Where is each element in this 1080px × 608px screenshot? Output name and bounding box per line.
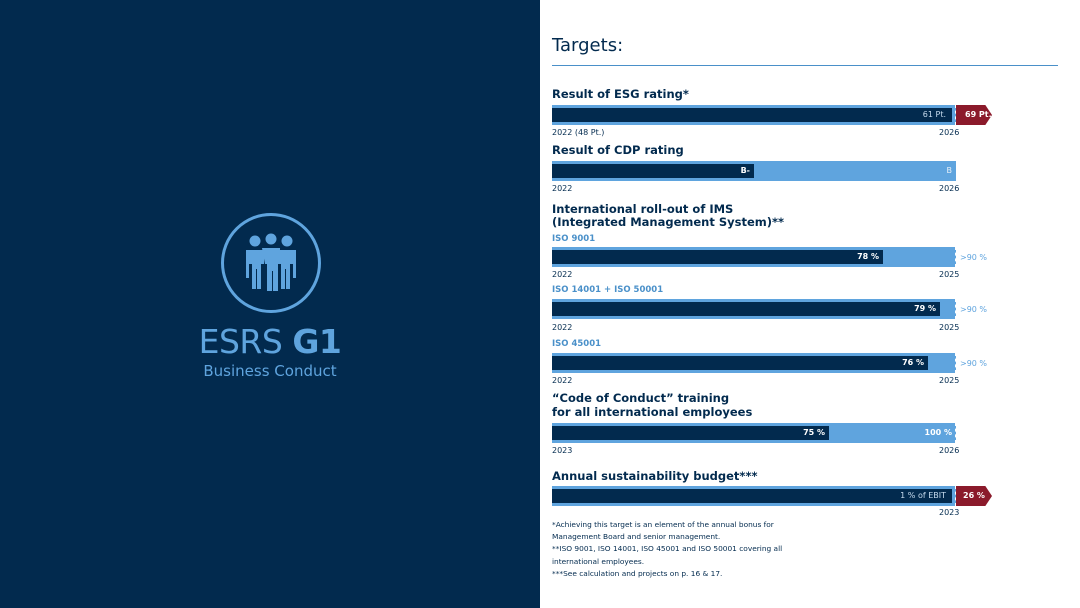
iso-9001-end-year: 2025 <box>939 270 960 279</box>
esg-bar-fill <box>552 108 952 122</box>
cdp-end-year: 2026 <box>939 184 960 193</box>
cdp-target-label: B <box>946 166 952 175</box>
footnote-line: international employees. <box>552 556 645 566</box>
coc-bar-fill <box>552 426 829 440</box>
coc-heading-line2: for all international employees <box>552 405 753 419</box>
iso-45001-bar-fill <box>552 356 928 370</box>
footnote-line: **ISO 9001, ISO 14001, ISO 45001 and ISO 50001 covering all <box>552 544 783 554</box>
standard-subtitle: Business Conduct <box>203 362 337 380</box>
budget-bar-fill <box>552 489 952 503</box>
coc-end-year: 2026 <box>939 446 960 455</box>
iso-45001-target: >90 % <box>960 359 988 368</box>
targets-panel <box>540 0 1080 608</box>
iso-45001-end-marker <box>955 353 956 373</box>
cdp-bar <box>552 161 956 181</box>
iso-9001-bar-fill <box>552 250 883 264</box>
esg-bar-label: 61 Pt. <box>922 110 946 119</box>
iso-14001-target: >90 % <box>960 305 988 314</box>
coc-end-marker <box>955 423 956 443</box>
cdp-heading: Result of CDP rating <box>552 143 684 157</box>
iso-45001-value: 76 % <box>902 358 924 367</box>
budget-heading: Annual sustainability budget*** <box>552 469 758 483</box>
iso-14001-start-year: 2022 <box>552 323 573 332</box>
iso-9001-target: >90 % <box>960 253 988 262</box>
footnote-line: ***See calculation and projects on p. 16 & 17. <box>552 568 723 578</box>
footnotes <box>552 519 792 580</box>
iso-14001-end-marker <box>955 299 956 319</box>
iso-9001-value: 78 % <box>857 252 879 261</box>
ims-heading-line1: International roll-out of IMS <box>552 202 734 216</box>
targets-title: Targets: <box>552 35 624 56</box>
esg-heading: Result of ESG rating* <box>552 87 689 101</box>
iso-9001-start-year: 2022 <box>552 270 573 279</box>
budget-bar-label: 1 % of EBIT <box>900 491 946 500</box>
budget-end-year: 2023 <box>939 508 960 517</box>
iso-45001-bar <box>552 353 956 373</box>
iso-14001-value: 79 % <box>914 304 936 313</box>
iso-14001-bar <box>552 299 956 319</box>
iso-9001-label: ISO 9001 <box>552 234 596 244</box>
standard-title <box>0 322 540 361</box>
esg-bar <box>552 105 956 125</box>
esg-start-year: 2022 (48 Pt.) <box>552 128 605 137</box>
iso-14001-bar-fill <box>552 302 940 316</box>
standard-title-light: ESRS <box>198 322 283 361</box>
iso-45001-end-year: 2025 <box>939 376 960 385</box>
cdp-fill-label: B- <box>740 166 750 175</box>
coc-heading-line1: “Code of Conduct” training <box>552 391 730 405</box>
ims-heading-line2: (Integrated Management System)** <box>552 215 785 229</box>
budget-bar <box>552 486 956 506</box>
coc-target-label: 100 % <box>924 428 952 437</box>
title-divider <box>552 65 1058 66</box>
footnote-line: Management Board and senior management. <box>552 532 721 542</box>
iso-45001-start-year: 2022 <box>552 376 573 385</box>
people-group-icon <box>221 213 321 313</box>
coc-bar <box>552 423 956 443</box>
coc-fill-label: 75 % <box>803 428 825 437</box>
footnote-line: *Achieving this target is an element of the annual bonus for <box>552 520 774 529</box>
iso-9001-end-marker <box>955 247 956 267</box>
cdp-bar-fill <box>552 164 754 178</box>
standard-title-bold: G1 <box>292 322 342 361</box>
budget-target-label: 26 % <box>963 491 985 500</box>
iso-45001-label: ISO 45001 <box>552 339 602 349</box>
esg-end-year: 2026 <box>939 128 960 137</box>
coc-start-year: 2023 <box>552 446 573 455</box>
iso-14001-label: ISO 14001 + ISO 50001 <box>552 285 664 295</box>
iso-14001-end-year: 2025 <box>939 323 960 332</box>
iso-9001-bar <box>552 247 956 267</box>
cdp-start-year: 2022 <box>552 184 573 193</box>
esg-target-label: 69 Pt. <box>965 110 992 119</box>
